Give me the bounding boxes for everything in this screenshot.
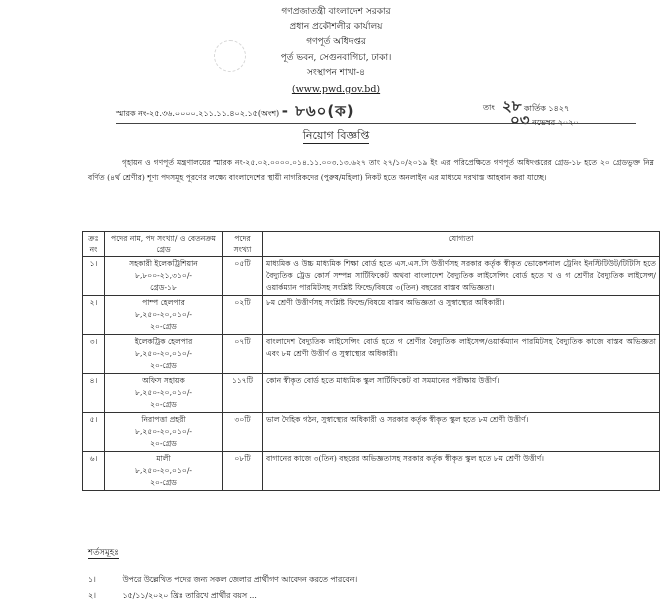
memo-reference <box>116 100 355 125</box>
header-address: পূর্ত ভবন, সেগুনবাগিচা, ঢাকা। <box>280 53 392 63</box>
table-row <box>83 413 660 452</box>
intro-paragraph: গৃহায়ন ও গণপূর্ত মন্ত্রণালয়ের স্মারক নং-২৫.০২.০০০০.০১৪.১১.০০৩.১৩.৬২৭ তাং ২৭/১০/২০১৯ ইং এর পরিপ্রেক্ষিতে গণপূর্ত অধিদপ্তরের গ্রেড-১৮ হতে ২০ গ্রেডভুক্ত নিম্ন বর্ণিত (৪র্থ শ্রেণীর) শূণ্য পদসমূহ পূরণের লক্ষ্যে বাংলাদেশের স্থায়ী নাগরিকদের (পুরুষ/মহিলা) নিকট হতে অনলাইন এর মাধ্যমে দরখাস্ত আহবান করা যাচ্ছে। <box>88 158 654 182</box>
post-scale: ৮,২৫০-২০,০১০/- <box>135 466 192 475</box>
header-office: প্রধান প্রকৌশলীর কার্যালয় <box>289 22 383 32</box>
table-row <box>83 335 660 374</box>
row-qualification: কোন স্বীকৃত বোর্ড হতে মাধ্যমিক স্কুল সার্টিফিকেট বা সমমানের পরীক্ষায় উত্তীর্ণ। <box>263 374 660 413</box>
post-grade: ২০-গ্রেড <box>150 478 177 487</box>
posts-table <box>82 231 660 491</box>
header-post: পদের নাম, পদ সংখ্যা/ ও বেতনক্রম গ্রেড <box>105 232 223 257</box>
row-count: ১১৭টি <box>223 374 263 413</box>
row-qualification: ৮ম শ্রেণী উত্তীর্ণসহ সংশ্লিষ্ট ফিল্ডে/বিষয়ে বাস্তব অভিজ্ঞতা ও সুস্বাস্থ্যের অধিকারী। <box>263 296 660 335</box>
table-header-row <box>83 232 660 257</box>
row-serial: ৩। <box>83 335 105 374</box>
row-qualification: ভাল দৈহিক গঠন, সুস্বাস্থ্যের অধিকারী ও সরকার কর্তৃক স্বীকৃত স্কুল হতে ৮ম শ্রেণী উত্তীর্ণ। <box>263 413 660 452</box>
post-grade: ২০-গ্রেড <box>150 322 177 331</box>
row-post <box>105 413 223 452</box>
post-name: সহকারী ইলেকট্রিশিয়ান <box>129 259 198 268</box>
post-name: নিরাপত্তা প্রহরী <box>141 415 186 424</box>
table-row <box>83 257 660 296</box>
row-post <box>105 452 223 491</box>
row-post <box>105 374 223 413</box>
header-divider <box>116 123 636 124</box>
post-name: পাম্প হেলপার <box>142 298 185 307</box>
row-post <box>105 335 223 374</box>
row-serial: ৬। <box>83 452 105 491</box>
row-count: ০৭টি <box>223 335 263 374</box>
term-item <box>88 574 357 587</box>
header-qualification: যোগ্যতা <box>263 232 660 257</box>
header-section: সংস্থাপন শাখা-৪ <box>306 68 366 78</box>
post-scale: ৮,২৫০-২০,০১০/- <box>135 310 192 319</box>
table-row <box>83 452 660 491</box>
term-text: উপরে উল্লেখিত পদের জন্য সকল জেলার প্রার্থীগণ আবেদন করতে পারবেন। <box>122 575 358 584</box>
bangla-day: ২৮ <box>502 97 522 115</box>
post-name: ইলেকট্রিক হেলপার <box>134 337 193 346</box>
header-count: পদের সংখ্যা <box>223 232 263 257</box>
header-serial: ক্রঃ নং <box>83 232 105 257</box>
row-qualification: বাগানের কাজে ৩(তিন) বছরের অভিজ্ঞতাসহ সরকার কর্তৃক স্বীকৃত স্কুল হতে ৮ম শ্রেণী উত্তীর্ণ। <box>263 452 660 491</box>
row-count: ৩০টি <box>223 413 263 452</box>
table-row <box>83 296 660 335</box>
post-name: মালী <box>156 454 171 463</box>
post-grade: ২০-গ্রেড <box>150 361 177 370</box>
post-name: অফিস সহায়ক <box>142 376 185 385</box>
date-label: তাং <box>483 103 495 112</box>
header-website-link[interactable]: (www.pwd.gov.bd) <box>291 84 381 95</box>
row-count: ০৫টি <box>223 257 263 296</box>
row-post <box>105 257 223 296</box>
row-serial: ১। <box>83 257 105 296</box>
post-grade: গ্রেড-১৮ <box>150 283 177 292</box>
row-serial: ৫। <box>83 413 105 452</box>
notice-title: নিয়োগ বিজ্ঞপ্তি <box>302 129 370 142</box>
post-scale: ৮,২৫০-২০,০১০/- <box>135 349 192 358</box>
row-post <box>105 296 223 335</box>
post-scale: ৮,৮০০-২১,৩১০/- <box>135 271 192 280</box>
post-scale: ৮,২৫০-২০,০১০/- <box>135 427 192 436</box>
memo-number: - ৮৬০(ক) <box>281 102 355 120</box>
row-serial: ৪। <box>83 374 105 413</box>
row-count: ০৮টি <box>223 452 263 491</box>
row-count: ০২টি <box>223 296 263 335</box>
row-qualification: বাংলাদেশ বৈদ্যুতিক লাইসেন্সিং বোর্ড হতে গ শ্রেণীর বৈদ্যুতিক লাইসেন্স/ওয়ার্কম্যান পারমিটসহ বৈদ্যুতিক কাজে বাস্তব অভিজ্ঞতা এবং ৮ম শ্রেণী উত্তীর্ণ ও সুস্বাস্থ্যের অধিকারী। <box>263 335 660 374</box>
row-qualification: মাধ্যমিক ও উচ্চ মাধ্যমিক শিক্ষা বোর্ড হতে এস.এস.সি উত্তীর্ণসহ সরকার কর্তৃক স্বীকৃত ভোকেশনাল ট্রেনিং ইনস্টিটিউট/টিটিসি হতে বৈদ্যুতিক ট্রেড কোর্স সম্পন্ন সার্টিফিকেট অথবা বাংলাদেশ বৈদ্যুতিক লাইসেন্সিং বোর্ড হতে খ ও গ শ্রেণীর বৈদ্যুতিক লাইসেন্স/ওয়ার্কম্যান পারমিটসহ সংশ্লিষ্ট ফিল্ডে/বিষয়ে ৩(তিন) বছরের বাস্তব অভিজ্ঞতা। <box>263 257 660 296</box>
gregorian-month-year: নভেম্বর ২০২০ <box>532 118 579 127</box>
gregorian-day: ০৩ <box>510 111 530 129</box>
post-grade: ২০-গ্রেড <box>150 439 177 448</box>
post-grade: ২০-গ্রেড <box>150 400 177 409</box>
memo-label: স্মারক নং-২৫.৩৬.০০০০.২১১.১১.৪০২.১৫(অংশ) <box>116 109 280 118</box>
terms-title: শর্তসমূহঃ <box>88 548 119 558</box>
table-row <box>83 374 660 413</box>
post-scale: ৮,২৫০-২০,০১০/- <box>135 388 192 397</box>
term-item <box>88 590 257 603</box>
term-number: ২। <box>88 591 96 600</box>
term-number: ১। <box>88 575 96 584</box>
header-government: গণপ্রজাতন্ত্রী বাংলাদেশ সরকার <box>281 7 391 17</box>
bangla-month-year: কার্তিক ১৪২৭ <box>524 104 570 113</box>
row-serial: ২। <box>83 296 105 335</box>
term-text: ১৫/১১/২০২০ খ্রিঃ তারিখে প্রার্থীর বয়স ... <box>122 591 257 600</box>
header-department: গণপূর্ত অধিদপ্তর <box>306 37 366 47</box>
